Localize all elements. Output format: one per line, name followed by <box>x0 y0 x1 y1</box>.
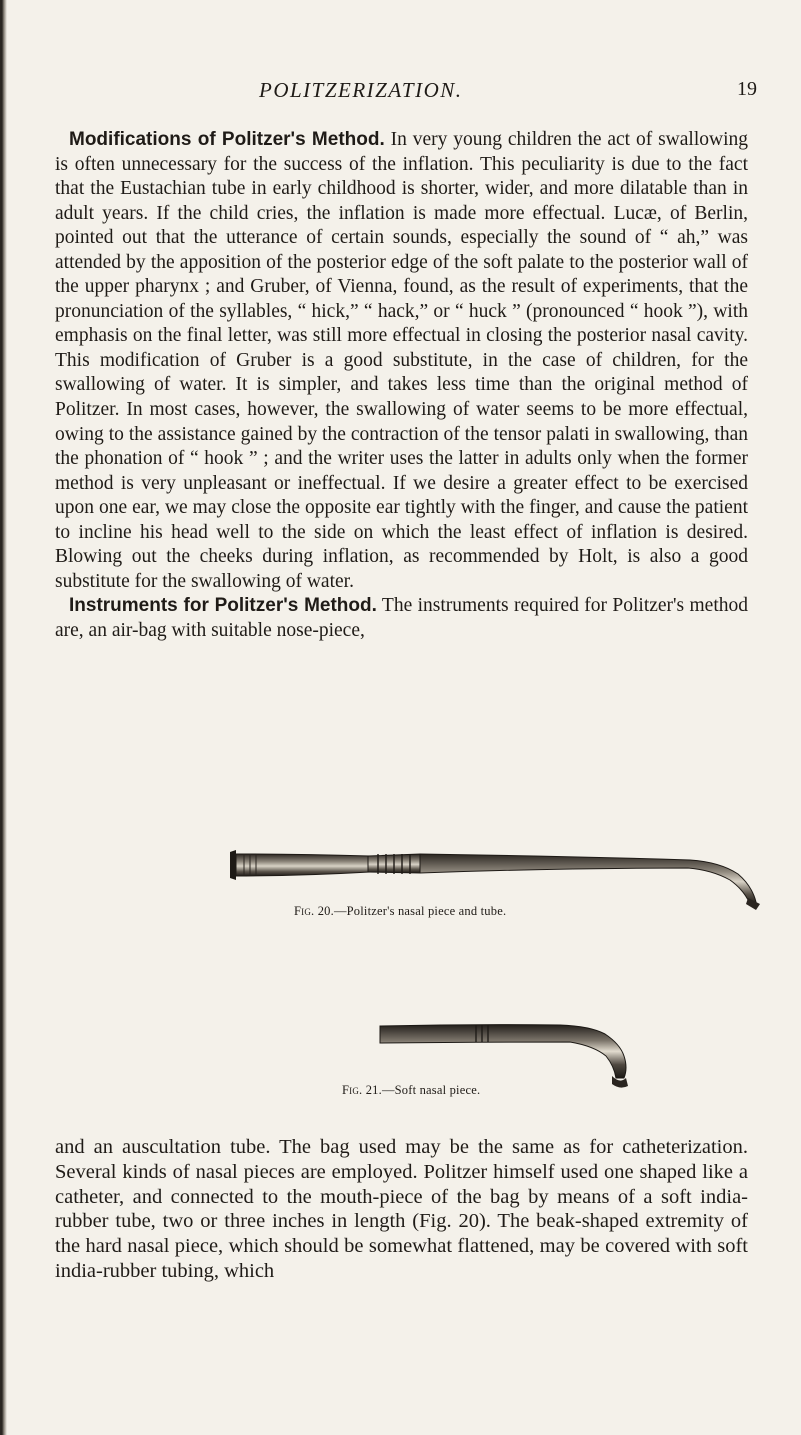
paragraph-continuation: and an auscultation tube. The bag used may be the same as for catheterization. Several kinds of nasal pieces are employed. Politzer himself used one shaped like a catheter, and connected to the mouth-piece of the bag by means of a soft india-rubber tube, two or three inches in length (Fig. 20). The beak-shaped extremity of the hard nasal piece, which should be somewhat flattened, may be covered with soft india-rubber tubing, which <box>55 1136 748 1282</box>
section-heading-instruments: Instruments for Politzer's Method. <box>69 595 377 617</box>
paragraph-modifications <box>55 128 748 594</box>
figure-21-caption <box>342 1083 480 1098</box>
body-text-lower <box>55 1135 748 1284</box>
soft-nasal-piece-illustration <box>0 1018 801 1113</box>
paragraph-instruments <box>55 594 748 643</box>
figure-21-label: Fig. 21. <box>342 1083 382 1097</box>
figure-20-label: Fig. 20. <box>294 904 334 918</box>
running-title: POLITZERIZATION. <box>259 78 463 102</box>
body-text-upper <box>55 128 748 643</box>
figure-21 <box>0 1018 801 1113</box>
figure-20 <box>0 848 801 974</box>
figure-20-caption <box>294 904 506 919</box>
figure-20-caption-text: —Politzer's nasal piece and tube. <box>333 904 507 918</box>
section-heading-modifications: Modifications of Politzer's Method. <box>69 129 385 150</box>
figure-21-caption-text: —Soft nasal piece. <box>381 1083 481 1097</box>
page-binding-edge <box>0 0 7 1435</box>
page-number: 19 <box>737 78 757 100</box>
paragraph-instruments-body: The instruments required for Politzer's method are, an air-bag with suitable nose-piece, <box>55 595 748 641</box>
running-header <box>0 78 801 108</box>
paragraph-modifications-body: In very young children the act of swallowing is often unnecessary for the success of the inflation. This peculiarity is due to the fact that the Eustachian tube in early childhood is shorter, wider, and more dilatable than in adult years. If the child cries, the inflation is made more effectual. Lucæ, of Berlin, pointed out that the utterance of certain sounds, especially the sound of “ ah,” was attended by the apposition of the posterior edge of the soft palate to the posterior wall of the upper pharynx ; and Gruber, of Vienna, found, as the result of experiments, that the pronunciation of the syllables, “ hick,” “ hack,” or “ huck ” (pronounced “ hook ”), with emphasis on the final letter, was still more effectual in closing the posterior nasal cavity. This modification of Gruber is a good substitute, in the case of children, for the swallowing of water. It is simpler, and takes less time than the original method of Politzer. In most cases, however, the swallowing of water seems to be more effectual, owing to the assistance gained by the contraction of the tensor palati in swallowing, than the phonation of “ hook ” ; and the writer uses the latter in adults only when the former method is very unpleasant or ineffectual. If we desire a greater effect to be exercised upon one ear, we may close the opposite ear tightly with the finger, and cause the patient to incline his head well to the side on which the least effect of inflation is desired. Blowing out the cheeks during inflation, as recommended by Holt, is also a good substitute for the swallowing of water. <box>55 129 748 592</box>
